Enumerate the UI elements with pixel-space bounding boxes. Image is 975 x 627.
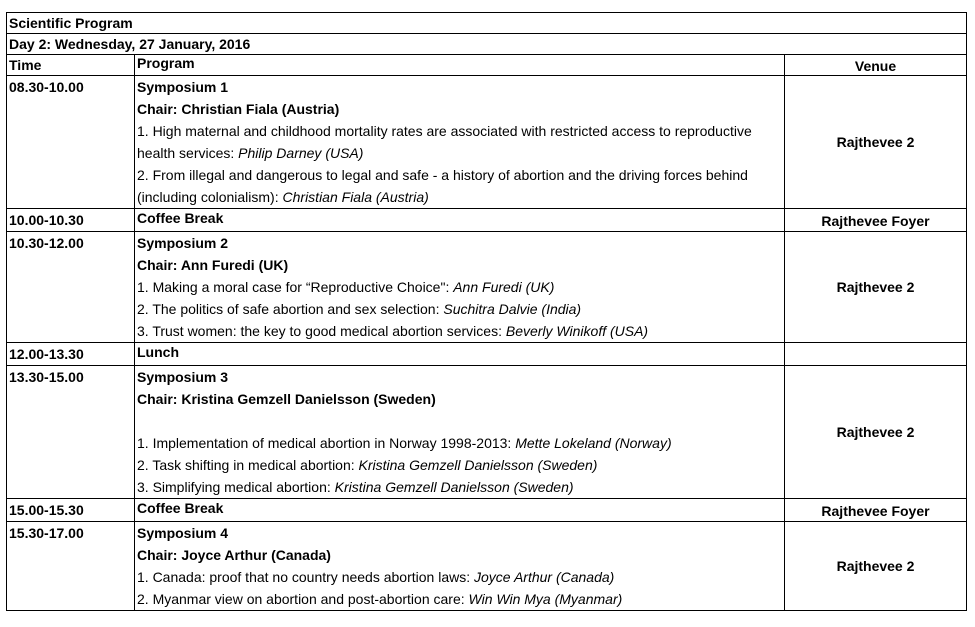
talk-text: 2. From illegal and dangerous to legal and safe - a history of abortion and the driving forces behind (including colonialism): (137, 167, 748, 205)
table-row (7, 499, 967, 522)
day-heading: Day 2: Wednesday, 27 January, 2016 (7, 34, 967, 55)
talk-item (137, 566, 782, 588)
talk-speaker: Win Win Mya (Myanmar) (468, 591, 623, 607)
talk-item (137, 588, 782, 610)
talk-speaker: Beverly Winikoff (USA) (505, 323, 649, 339)
talk-item (137, 320, 782, 342)
session-venue: Rajthevee 2 (785, 366, 967, 499)
program-document (6, 12, 967, 611)
talk-text: 1. Making a moral case for “Reproductive Choice": (137, 279, 454, 295)
talk-item (137, 298, 782, 320)
talk-speaker: Christian Fiala (Austria) (282, 189, 429, 205)
session-time: 13.30-15.00 (7, 366, 135, 499)
table-row (7, 343, 967, 366)
table-row (7, 209, 967, 232)
session-time: 15.00-15.30 (7, 499, 135, 522)
table-row (7, 522, 967, 611)
session-venue (785, 343, 967, 366)
session-program (135, 232, 785, 343)
talk-text: 2. The politics of safe abortion and sex selection: (137, 301, 444, 317)
talk-speaker: Kristina Gemzell Danielsson (Sweden) (334, 479, 574, 495)
session-chair: Chair: Christian Fiala (Austria) (137, 101, 340, 117)
talk-item (137, 120, 782, 164)
talk-text: 2. Myanmar view on abortion and post-abortion care: (137, 591, 469, 607)
session-venue: Rajthevee 2 (785, 522, 967, 611)
program-title: Scientific Program (7, 13, 967, 34)
session-chair: Chair: Ann Furedi (UK) (137, 257, 289, 273)
session-venue: Rajthevee 2 (785, 76, 967, 209)
talk-text: 1. High maternal and childhood mortality rates are associated with restricted access to reproductive health services: (137, 123, 752, 161)
talk-speaker: Ann Furedi (UK) (453, 279, 555, 295)
session-time: 10.30-12.00 (7, 232, 135, 343)
session-title: Symposium 2 (137, 235, 229, 251)
session-time: 10.00-10.30 (7, 209, 135, 232)
talk-speaker: Joyce Arthur (Canada) (474, 569, 615, 585)
talk-text: 2. Task shifting in medical abortion: (137, 457, 359, 473)
session-time: 15.30-17.00 (7, 522, 135, 611)
session-venue: Rajthevee Foyer (785, 499, 967, 522)
talk-speaker: Mette Lokeland (Norway) (515, 435, 672, 451)
session-title: Coffee Break (135, 209, 785, 232)
blank-line (137, 410, 782, 432)
session-time: 08.30-10.00 (7, 76, 135, 209)
talk-item (137, 454, 782, 476)
session-title: Coffee Break (135, 499, 785, 522)
talk-speaker: Suchitra Dalvie (India) (443, 301, 582, 317)
header-time: Time (7, 55, 135, 76)
session-program (135, 76, 785, 209)
session-chair: Chair: Kristina Gemzell Danielsson (Sweden) (137, 391, 436, 407)
session-program (135, 366, 785, 499)
table-row (7, 366, 967, 499)
title-row (7, 13, 967, 34)
table-row (7, 232, 967, 343)
session-title: Symposium 1 (137, 79, 229, 95)
talk-item (137, 476, 782, 498)
session-venue: Rajthevee Foyer (785, 209, 967, 232)
header-venue: Venue (785, 55, 967, 76)
session-title: Symposium 4 (137, 525, 229, 541)
session-title: Symposium 3 (137, 369, 229, 385)
talk-speaker: Philip Darney (USA) (238, 145, 364, 161)
talk-text: 3. Simplifying medical abortion: (137, 479, 335, 495)
session-venue: Rajthevee 2 (785, 232, 967, 343)
talk-speaker: Kristina Gemzell Danielsson (Sweden) (358, 457, 598, 473)
header-program: Program (135, 55, 785, 76)
header-row (7, 55, 967, 76)
day-row (7, 34, 967, 55)
talk-item (137, 164, 782, 208)
talk-text: 1. Implementation of medical abortion in Norway 1998-2013: (137, 435, 516, 451)
table-row (7, 76, 967, 209)
talk-item (137, 276, 782, 298)
talk-item (137, 432, 782, 454)
session-chair: Chair: Joyce Arthur (Canada) (137, 547, 331, 563)
session-program (135, 522, 785, 611)
program-table (6, 12, 967, 611)
talk-text: 1. Canada: proof that no country needs abortion laws: (137, 569, 474, 585)
talk-text: 3. Trust women: the key to good medical abortion services: (137, 323, 506, 339)
session-title: Lunch (135, 343, 785, 366)
session-time: 12.00-13.30 (7, 343, 135, 366)
